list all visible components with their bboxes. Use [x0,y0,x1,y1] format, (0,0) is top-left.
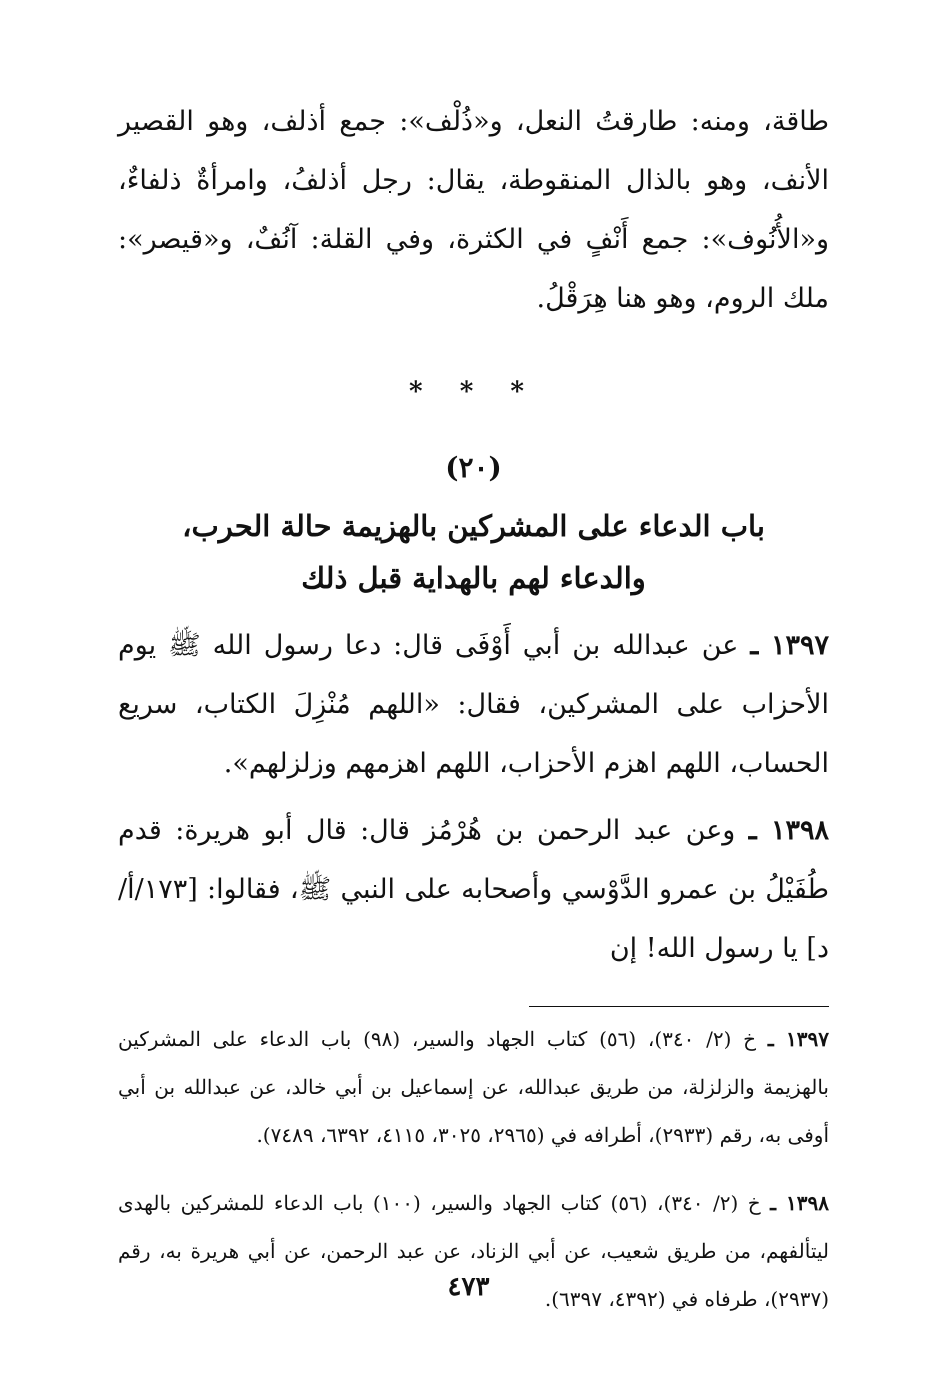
chapter-title-line-1: باب الدعاء على المشركين بالهزيمة حالة الحرب، [182,509,765,543]
chapter-number: (٢٠) [445,451,502,484]
footnote-number: ١٣٩٧ ـ [767,1027,829,1051]
page-number: ٤٧٣ [447,1272,490,1302]
footnote-1397 [118,1015,829,1159]
chapter-title-line-2: والدعاء لهم بالهداية قبل ذلك [301,561,646,595]
intro-paragraph: طاقة، ومنه: طارقتُ النعل، و«ذُلْف»: جمع أذلف، وهو القصير الأنف، وهو بالذال المنقوطة، يقال: رجل أذلفُ، وامرأةٌ ذلفاءٌ، و«الأُنُوف»: جمع أَنْفٍ في الكثرة، وفي القلة: آنُفٌ، و«قيصر»: ملك الروم، وهو هنا هِرَقْلُ. [118,106,829,314]
hadith-text: عن عبدالله بن أبي أَوْفَى قال: دعا رسول الله ﷺ يوم الأحزاب على المشركين، فقال: «اللهم مُنْزِلَ الكتاب، سريع الحساب، اللهم اهزم الأحزاب، اللهم اهزمهم وزلزلهم». [118,630,829,779]
footnote-divider [529,1006,829,1007]
footnote-number: ١٣٩٨ ـ [770,1191,829,1215]
hadith-number: ١٣٩٧ ـ [750,630,829,661]
footnote-text: خ (٢/ ٣٤٠)، (٥٦) كتاب الجهاد والسير، (٩٨) باب الدعاء على المشركين بالهزيمة والزلزلة، من طريق عبدالله، عن إسماعيل بن أبي خالد، عن عبدالله بن أبي أوفى به، رقم (٢٩٣٣)، أطرافه في (٢٩٦٥، ٣٠٢٥، ٤١١٥، ٦٣٩٢، ٧٤٨٩). [118,1027,829,1147]
hadith-number: ١٣٩٨ ـ [748,815,829,846]
section-separator: * * * [409,377,538,407]
footnote-text: خ (٢/ ٣٤٠)، (٥٦) كتاب الجهاد والسير، (١٠٠) باب الدعاء للمشركين بالهدى ليتألفهم، من طريق شعيب، عن أبي الزناد، عن عبد الرحمن، عن أبي هريرة به، رقم (٢٩٣٧)، طرفاه في (٤٣٩٢، ٦٣٩٧). [118,1191,829,1311]
chapter-title [118,500,829,604]
hadith-1398 [118,801,829,978]
hadith-1397 [118,616,829,793]
hadith-text: وعن عبد الرحمن بن هُرْمُز قال: قال أبو هريرة: قدم طُفَيْلُ بن عمرو الدَّوْسي وأصحابه على النبي ﷺ، فقالوا: [١٧٣/أ/د] يا رسول الله! إن [118,815,829,964]
